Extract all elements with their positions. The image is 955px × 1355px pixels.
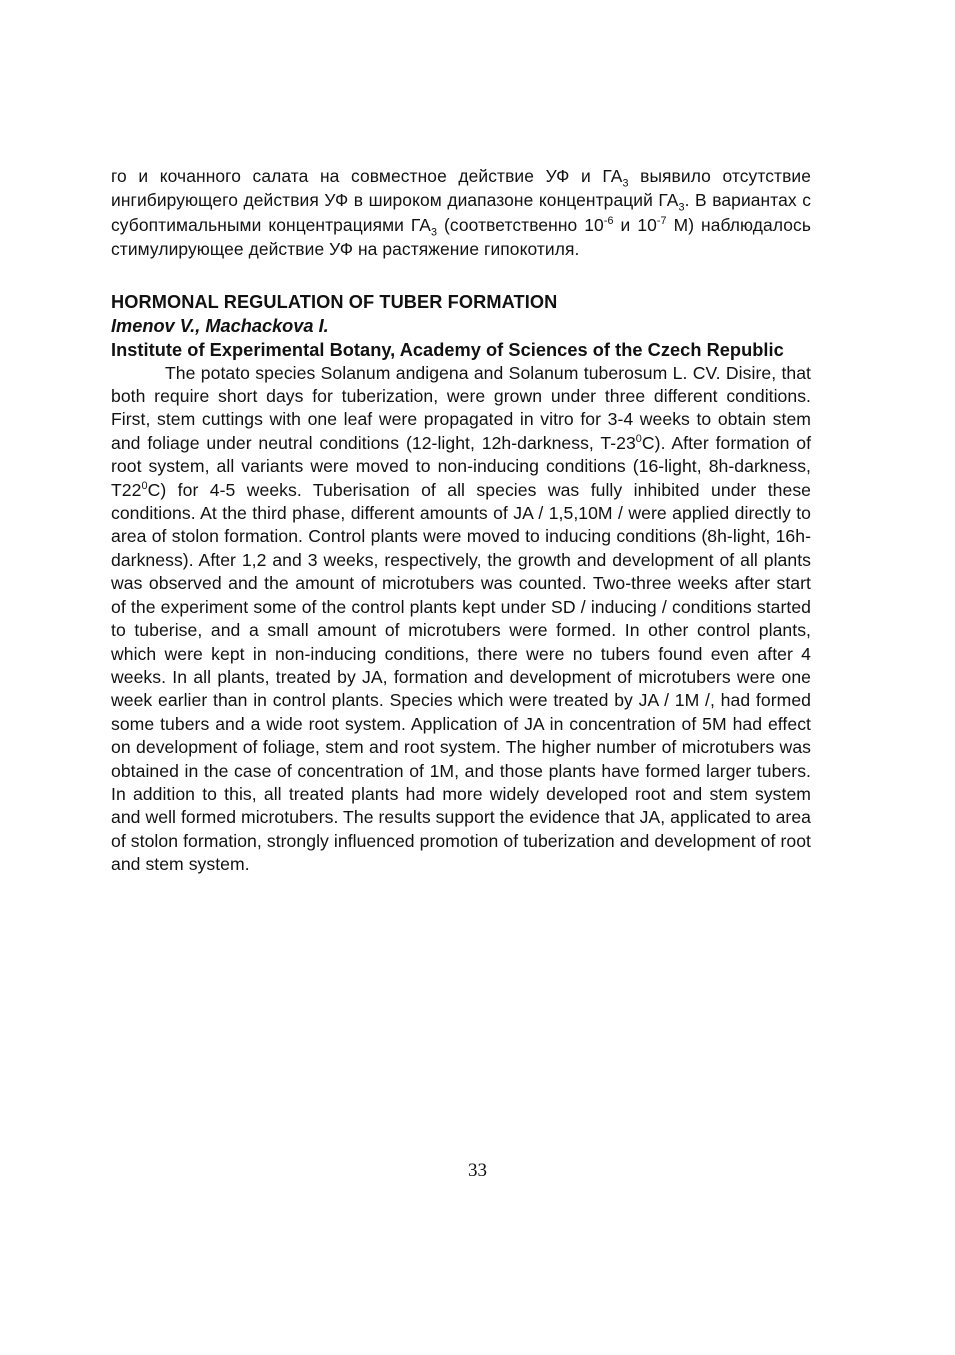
abstract-text-segment: The potato species Solanum andigena and Solanum tuberosum L. CV. Disire, that both require short days for tuberization, were grown under three different conditions. First, stem cuttings with one leaf were propagated in vitro for 3-4 weeks to obtain stem and foliage under neutral conditions (12-light, 12h-darkness, T-23 [111,362,811,453]
previous-text-segment: выявило отсутствие ингибирующего действия УФ в широком диапазоне концентраций ГА [111,166,811,211]
superscript: -7 [656,215,667,228]
abstract-text-segment: C). After formation of root system, all variants were moved to non-inducing conditions (16-light, 8h-darkness, T22 [111,432,812,500]
abstract-paragraph [111,362,811,877]
previous-text-segment: М) наблюдалось стимулирующее действие УФ на растяжение гипокотиля. [111,214,811,260]
institute: Institute of Experimental Botany, Academy of Sciences of the Czech Republic [111,339,784,360]
section-title: HORMONAL REGULATION OF TUBER FORMATION [111,291,558,312]
superscript: 0 [635,432,642,445]
superscript: -6 [603,215,614,228]
previous-article-text [111,164,811,262]
previous-text-segment: (соответственно 10 [437,214,604,235]
subscript: 3 [622,177,629,190]
abstract-text-segment: C) for 4-5 weeks. Tuberisation of all species was fully inhibited under these conditions. At the third phase, different amounts of JA / 1,5,10M / were applied directly to area of stolon formation. Control plants were moved to inducing conditions (8h-light, 16h-darkness). After 1,2 and 3 weeks, respectively, the growth and development of all plants was observed and the amount of microtubers was counted. Two-three weeks after start of the experiment some of the control plants kept under SD / inducing / conditions started to tuberise, and a small amount of microtubers were formed. In other control plants, which were kept in non-inducing conditions, there were no tubers found even after 4 weeks. In all plants, treated by JA, formation and development of microtubers were one week earlier than in control plants. Species which were treated by JA / 1M /, had formed some tubers and a wide root system. Application of JA in concentration of 5M had effect on development of foliage, stem and root system. The higher number of microtubers was obtained in the case of concentration of 1M, and those plants have formed larger tubers. In addition to this, all treated plants had more widely developed root and stem system and well formed microtubers. The results support the evidence that JA, applicated to area of stolon formation, strongly influenced promotion of tuberization and development of root and stem system. [111,479,811,875]
superscript: 0 [141,479,148,492]
previous-text-segment: и 10 [613,214,657,235]
subscript: 3 [678,201,685,214]
subscript: 3 [430,226,438,239]
page-content [111,164,811,877]
previous-text-segment: го и кочанного салата на совместное действие УФ и ГА [111,166,623,186]
previous-text-segment: . В вариантах с субоптимальными концентрациями ГА [111,190,811,235]
page-number: 33 [468,1160,487,1181]
authors: Imenov V., Machackova I. [111,315,329,336]
